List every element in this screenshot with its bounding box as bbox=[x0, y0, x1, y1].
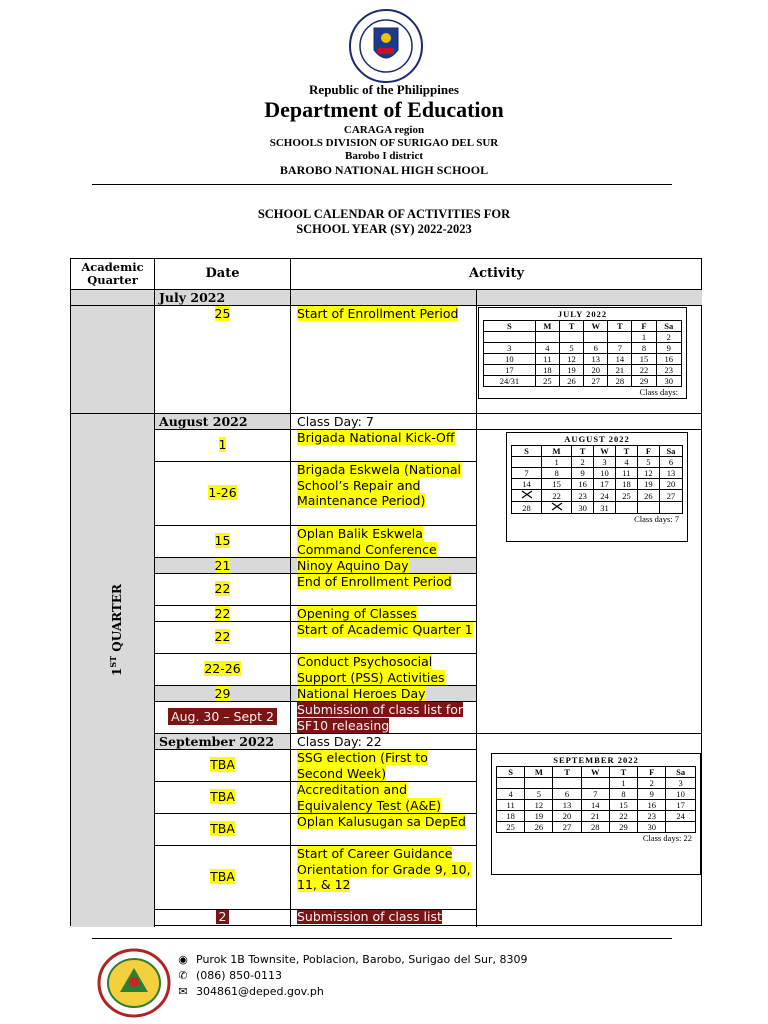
calendar-day-header: S bbox=[512, 446, 542, 457]
date-value: 21 bbox=[214, 558, 231, 573]
date-value: Aug. 30 – Sept 2 bbox=[168, 708, 277, 725]
calendar-day: 19 bbox=[637, 479, 659, 490]
calendar-day: 28 bbox=[581, 822, 609, 833]
activity-cell bbox=[291, 814, 477, 846]
document-title-line2: SCHOOL YEAR (SY) 2022-2023 bbox=[296, 222, 472, 236]
calendar-day-header: M bbox=[542, 446, 572, 457]
calendar-title: AUGUST 2022 bbox=[564, 434, 630, 444]
calendar-day: 27 bbox=[584, 376, 608, 387]
calendar-day: 28 bbox=[608, 376, 632, 387]
document-title-line1: SCHOOL CALENDAR OF ACTIVITIES FOR bbox=[257, 207, 511, 221]
date-cell bbox=[155, 654, 291, 686]
calendar-day: 3 bbox=[484, 343, 536, 354]
activity-text: Start of Enrollment Period bbox=[297, 306, 459, 321]
activity-text: Submission of class list for SF10 releasing bbox=[297, 702, 464, 733]
calendar-day: 3 bbox=[594, 457, 616, 468]
activity-text: Start of Academic Quarter 1 bbox=[297, 622, 473, 637]
calendar-day: 1 bbox=[609, 778, 637, 789]
activity-text: Conduct Psychosocial Support (PSS) Activities bbox=[297, 654, 445, 685]
calendar-class-days: Class days: 7 bbox=[634, 514, 679, 524]
activity-cell bbox=[291, 846, 477, 910]
activity-cell bbox=[291, 702, 477, 734]
calendar-day: 24/31 bbox=[484, 376, 536, 387]
footer-email: 304861@deped.gov.ph bbox=[196, 985, 324, 998]
calendar-day: 24 bbox=[666, 811, 696, 822]
calendar-day: 12 bbox=[525, 800, 553, 811]
date-value: 22 bbox=[214, 581, 231, 596]
date-value: 1-26 bbox=[208, 485, 237, 500]
calendar-day: 26 bbox=[525, 822, 553, 833]
footer-email-line bbox=[176, 984, 324, 1000]
date-cell bbox=[155, 306, 291, 414]
calendar-day: 23 bbox=[572, 490, 594, 502]
date-value: TBA bbox=[210, 757, 235, 772]
calendar-day: 17 bbox=[594, 479, 616, 490]
calendar-day: 5 bbox=[559, 343, 583, 354]
calendar-day: 29 bbox=[632, 376, 656, 387]
month-july-classdays bbox=[291, 290, 477, 306]
calendar-day: 28 bbox=[512, 502, 542, 514]
footer-phone: (086) 850-0113 bbox=[196, 969, 283, 982]
calendar-day bbox=[659, 502, 682, 514]
month-august-classdays: Class Day: 7 bbox=[291, 414, 477, 430]
calendar-day-header: T bbox=[559, 321, 583, 332]
calendar-day: 22 bbox=[632, 365, 656, 376]
activity-text: End of Enrollment Period bbox=[297, 574, 452, 589]
quarter-cell-first bbox=[71, 414, 155, 927]
calendar-day-header: T bbox=[608, 321, 632, 332]
quarter-cell-july bbox=[71, 306, 155, 414]
calendar-title: SEPTEMBER 2022 bbox=[553, 755, 639, 765]
region-label: CARAGA region bbox=[343, 124, 425, 136]
calendar-day: 15 bbox=[632, 354, 656, 365]
calendar-day: 6 bbox=[553, 789, 581, 800]
calendar-day bbox=[616, 502, 638, 514]
calendar-day: 18 bbox=[535, 365, 559, 376]
calendar-day: 20 bbox=[553, 811, 581, 822]
activity-cell bbox=[291, 686, 477, 702]
date-cell bbox=[155, 782, 291, 814]
calendar-day: 27 bbox=[659, 490, 682, 502]
calendar-day bbox=[559, 332, 583, 343]
calendar-day: 19 bbox=[525, 811, 553, 822]
calendar-day bbox=[484, 332, 536, 343]
calendar-day: 19 bbox=[559, 365, 583, 376]
calendar-day bbox=[608, 332, 632, 343]
phone-icon: ✆ bbox=[178, 969, 188, 982]
calendar-day: 5 bbox=[637, 457, 659, 468]
calendar-day: 12 bbox=[637, 468, 659, 479]
school-name: BAROBO NATIONAL HIGH SCHOOL bbox=[279, 163, 489, 177]
header-activity: Activity bbox=[291, 259, 702, 290]
date-cell bbox=[155, 750, 291, 782]
calendar-day-header: Sa bbox=[656, 321, 681, 332]
calendar-day: 3 bbox=[666, 778, 696, 789]
activity-text: Brigada Eskwela (National School’s Repair and Maintenance Period) bbox=[297, 462, 461, 508]
calendar-day bbox=[584, 332, 608, 343]
date-cell bbox=[155, 702, 291, 734]
calendar-day: 10 bbox=[594, 468, 616, 479]
calendar-day-header: M bbox=[525, 767, 553, 778]
calendar-day bbox=[581, 778, 609, 789]
header-date: Date bbox=[155, 259, 291, 290]
month-september: September 2022 bbox=[155, 734, 291, 750]
calendar-day: 6 bbox=[659, 457, 682, 468]
calendar-day: 7 bbox=[581, 789, 609, 800]
calendar-day-header: W bbox=[584, 321, 608, 332]
calendar-day: 20 bbox=[659, 479, 682, 490]
calendar-day bbox=[553, 778, 581, 789]
calendar-day: 17 bbox=[666, 800, 696, 811]
calendar-day: 8 bbox=[542, 468, 572, 479]
activity-cell bbox=[291, 430, 477, 462]
calendar-class-days: Class days: 22 bbox=[642, 833, 692, 843]
month-july: July 2022 bbox=[155, 290, 291, 306]
calendar-day: 30 bbox=[572, 502, 594, 514]
district-label: Barobo I district bbox=[344, 150, 424, 162]
calendar-day: 23 bbox=[656, 365, 681, 376]
activity-cell bbox=[291, 622, 477, 654]
location-icon: ◉ bbox=[178, 953, 188, 966]
calendar-day: 2 bbox=[572, 457, 594, 468]
quarter-cell-july-month bbox=[71, 290, 155, 306]
calendar-day: 14 bbox=[608, 354, 632, 365]
calendar-day-header: W bbox=[581, 767, 609, 778]
calendar-day: 4 bbox=[616, 457, 638, 468]
calendar-day: 11 bbox=[535, 354, 559, 365]
calendar-day: 1 bbox=[632, 332, 656, 343]
calendar-day bbox=[535, 332, 559, 343]
footer-address: Purok 1B Townsite, Poblacion, Barobo, Surigao del Sur, 8309 bbox=[196, 953, 528, 966]
activity-cell bbox=[291, 558, 477, 574]
calendar-title: JULY 2022 bbox=[557, 309, 608, 319]
calendar-day: 27 bbox=[553, 822, 581, 833]
crossed-out-day bbox=[512, 490, 542, 502]
calendar-day: 23 bbox=[638, 811, 666, 822]
calendar-day: 11 bbox=[497, 800, 525, 811]
calendar-day: 26 bbox=[559, 376, 583, 387]
calendar-day: 12 bbox=[559, 354, 583, 365]
calendar-day bbox=[666, 822, 696, 833]
calendar-day-header: T bbox=[616, 446, 638, 457]
date-cell bbox=[155, 606, 291, 622]
date-value: 1 bbox=[218, 437, 227, 452]
activity-text: National Heroes Day bbox=[297, 686, 426, 701]
calendar-day: 14 bbox=[581, 800, 609, 811]
footer-divider bbox=[92, 938, 672, 939]
date-cell bbox=[155, 430, 291, 462]
activity-text: Brigada National Kick-Off bbox=[297, 430, 455, 445]
month-september-classdays: Class Day: 22 bbox=[291, 734, 477, 750]
date-cell bbox=[155, 574, 291, 606]
date-value: 29 bbox=[214, 686, 231, 701]
activity-text: Opening of Classes bbox=[297, 606, 417, 621]
activity-cell bbox=[291, 526, 477, 558]
quarter-label bbox=[101, 586, 125, 676]
calendar-day bbox=[525, 778, 553, 789]
date-value: 22 bbox=[214, 629, 231, 644]
calendar-day: 8 bbox=[609, 789, 637, 800]
mini-calendar-july bbox=[478, 307, 687, 399]
calendar-day-header: Sa bbox=[666, 767, 696, 778]
activity-text: Submission of class list bbox=[297, 910, 442, 924]
date-cell bbox=[155, 558, 291, 574]
calendar-day: 25 bbox=[535, 376, 559, 387]
calendar-day: 11 bbox=[616, 468, 638, 479]
calendar-day: 9 bbox=[638, 789, 666, 800]
calendar-day-header: F bbox=[637, 446, 659, 457]
footer-address-line bbox=[176, 952, 528, 968]
mini-calendar-august bbox=[506, 432, 688, 542]
calendar-day: 15 bbox=[542, 479, 572, 490]
activity-text: Accreditation and Equivalency Test (A&E) bbox=[297, 782, 442, 813]
month-september-calendar-header bbox=[477, 734, 702, 750]
calendar-day-header: M bbox=[535, 321, 559, 332]
activity-text: Oplan Balik Eskwela Command Conference bbox=[297, 526, 437, 557]
calendar-day: 13 bbox=[553, 800, 581, 811]
date-value: 2 bbox=[216, 910, 230, 924]
date-cell bbox=[155, 622, 291, 654]
footer-phone-line bbox=[176, 968, 282, 984]
date-value: TBA bbox=[210, 869, 235, 884]
calendar-day: 5 bbox=[525, 789, 553, 800]
mail-icon: ✉ bbox=[178, 985, 188, 998]
date-value: 22 bbox=[214, 606, 231, 621]
calendar-day: 22 bbox=[542, 490, 572, 502]
calendar-day: 18 bbox=[616, 479, 638, 490]
department-heading: Department of Education bbox=[264, 97, 504, 122]
calendar-day: 2 bbox=[656, 332, 681, 343]
date-cell bbox=[155, 846, 291, 910]
calendar-day: 14 bbox=[512, 479, 542, 490]
deped-seal-logo bbox=[348, 8, 424, 84]
header-divider bbox=[92, 184, 672, 185]
quarter-number: 1 bbox=[110, 667, 124, 676]
calendar-day: 16 bbox=[638, 800, 666, 811]
month-july-calendar-header bbox=[477, 290, 702, 306]
date-value: 22-26 bbox=[204, 661, 241, 676]
calendar-day: 21 bbox=[608, 365, 632, 376]
quarter-word: QUARTER bbox=[110, 584, 124, 652]
calendar-day-header: S bbox=[497, 767, 525, 778]
activity-text: Oplan Kalusugan sa DepEd bbox=[297, 814, 466, 829]
republic-heading: Republic of the Philippines bbox=[309, 82, 459, 97]
calendar-day: 13 bbox=[584, 354, 608, 365]
calendar-day-header: W bbox=[594, 446, 616, 457]
date-value: TBA bbox=[210, 821, 235, 836]
activity-text: SSG election (First to Second Week) bbox=[297, 750, 428, 781]
month-august: August 2022 bbox=[155, 414, 291, 430]
division-label: SCHOOLS DIVISION OF SURIGAO DEL SUR bbox=[269, 137, 499, 149]
activity-cell bbox=[291, 654, 477, 686]
calendar-day: 21 bbox=[581, 811, 609, 822]
activity-cell bbox=[291, 910, 477, 927]
date-cell bbox=[155, 462, 291, 526]
calendar-class-days: Class days: bbox=[639, 387, 678, 397]
calendar-day: 16 bbox=[572, 479, 594, 490]
calendar-day: 7 bbox=[608, 343, 632, 354]
activity-cell bbox=[291, 606, 477, 622]
calendar-day: 6 bbox=[584, 343, 608, 354]
activity-cell bbox=[291, 782, 477, 814]
date-value: TBA bbox=[210, 789, 235, 804]
school-logo bbox=[96, 948, 172, 1018]
calendar-day-header: F bbox=[638, 767, 666, 778]
activity-cell bbox=[291, 462, 477, 526]
calendar-day: 29 bbox=[609, 822, 637, 833]
calendar-day bbox=[512, 457, 542, 468]
activity-text: Ninoy Aquino Day bbox=[297, 558, 409, 573]
calendar-day: 2 bbox=[638, 778, 666, 789]
calendar-day-header: Sa bbox=[659, 446, 682, 457]
calendar-day: 9 bbox=[656, 343, 681, 354]
calendar-day: 7 bbox=[512, 468, 542, 479]
calendar-day bbox=[637, 502, 659, 514]
calendar-day-header: T bbox=[572, 446, 594, 457]
calendar-day: 4 bbox=[535, 343, 559, 354]
calendar-day bbox=[497, 778, 525, 789]
activity-text: Start of Career Guidance Orientation for Grade 9, 10, 11, & 12 bbox=[297, 846, 471, 892]
activity-cell bbox=[291, 306, 477, 414]
calendar-day-header: T bbox=[553, 767, 581, 778]
crossed-out-day bbox=[542, 502, 572, 514]
calendar-grid bbox=[511, 445, 683, 514]
calendar-day: 9 bbox=[572, 468, 594, 479]
calendar-day: 10 bbox=[484, 354, 536, 365]
date-cell bbox=[155, 686, 291, 702]
calendar-day: 13 bbox=[659, 468, 682, 479]
calendar-day: 22 bbox=[609, 811, 637, 822]
calendar-day: 25 bbox=[616, 490, 638, 502]
calendar-grid bbox=[483, 320, 682, 387]
calendar-day-header: T bbox=[609, 767, 637, 778]
mini-calendar-september bbox=[491, 753, 701, 875]
calendar-day: 30 bbox=[656, 376, 681, 387]
calendar-day: 24 bbox=[594, 490, 616, 502]
activity-cell bbox=[291, 574, 477, 606]
calendar-day: 16 bbox=[656, 354, 681, 365]
calendar-day: 10 bbox=[666, 789, 696, 800]
date-cell bbox=[155, 910, 291, 927]
calendar-day: 18 bbox=[497, 811, 525, 822]
calendar-day: 20 bbox=[584, 365, 608, 376]
calendar-day: 31 bbox=[594, 502, 616, 514]
calendar-day: 15 bbox=[609, 800, 637, 811]
date-value: 15 bbox=[214, 533, 231, 548]
header-quarter: Academic Quarter bbox=[71, 259, 155, 290]
calendar-day: 25 bbox=[497, 822, 525, 833]
calendar-day: 1 bbox=[542, 457, 572, 468]
date-cell bbox=[155, 526, 291, 558]
calendar-day-header: F bbox=[632, 321, 656, 332]
calendar-day: 30 bbox=[638, 822, 666, 833]
calendar-day: 8 bbox=[632, 343, 656, 354]
calendar-day-header: S bbox=[484, 321, 536, 332]
quarter-ordinal-suffix: ST bbox=[108, 655, 118, 668]
month-august-calendar-header bbox=[477, 414, 702, 430]
calendar-day: 17 bbox=[484, 365, 536, 376]
date-cell bbox=[155, 814, 291, 846]
date-value: 25 bbox=[214, 306, 231, 321]
calendar-day: 26 bbox=[637, 490, 659, 502]
activity-cell bbox=[291, 750, 477, 782]
calendar-grid bbox=[496, 766, 696, 833]
calendar-day: 4 bbox=[497, 789, 525, 800]
